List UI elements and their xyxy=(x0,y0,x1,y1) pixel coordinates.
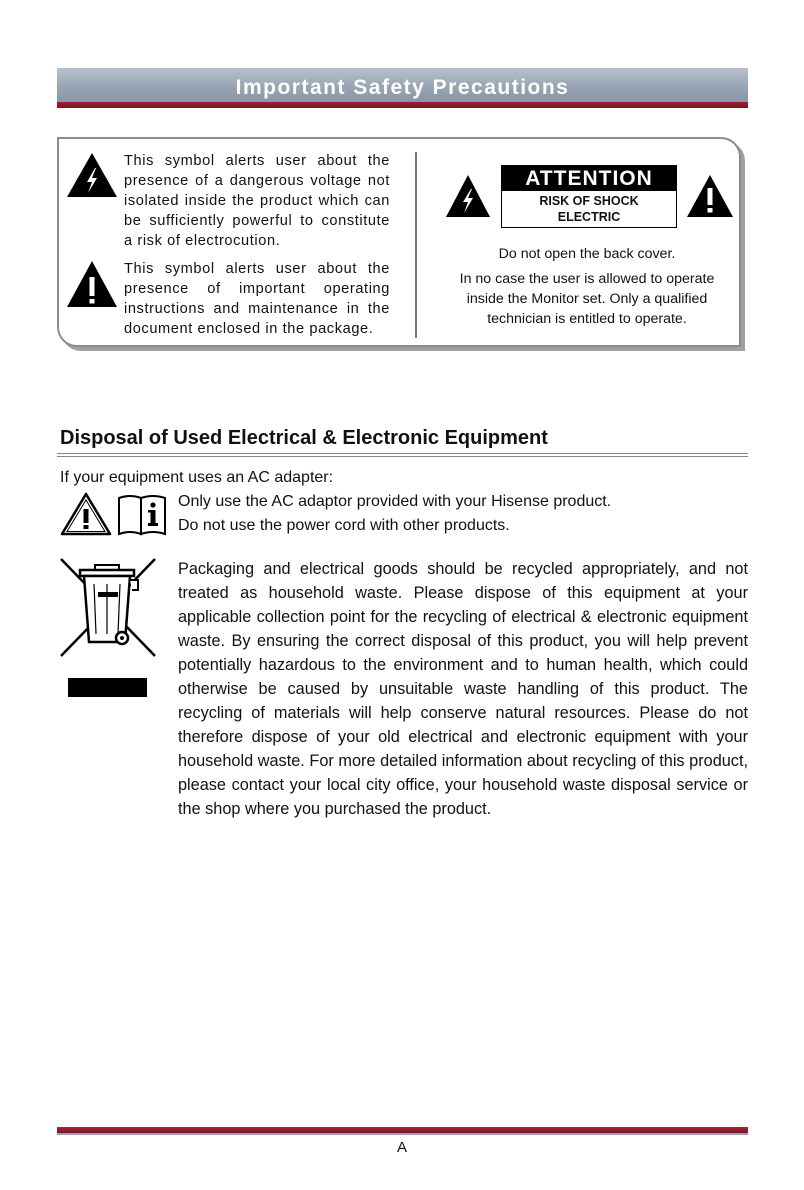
attention-line-2: ELECTRIC xyxy=(557,210,621,224)
caution-triangle-icon xyxy=(60,492,112,536)
page-number: A xyxy=(396,1139,407,1156)
notice-line-2: In no case the user is allowed to operate xyxy=(459,271,715,287)
manual-info-icon xyxy=(116,492,168,536)
lightning-warning-icon xyxy=(66,152,118,198)
adapter-line-1: Only use the AC adaptor provided with your Hisense product. xyxy=(178,493,612,510)
exclamation-warning-icon xyxy=(66,260,118,308)
section-title: Disposal of Used Electrical & Electronic Equipment xyxy=(60,427,548,449)
attention-line-1: RISK OF SHOCK xyxy=(539,194,639,208)
notice-line-1: Do not open the back cover. xyxy=(498,246,676,262)
lightning-warning-icon xyxy=(445,174,491,218)
weee-black-bar xyxy=(68,678,147,697)
notice-line-3: inside the Monitor set. Only a qualified xyxy=(466,291,708,307)
notice-line-4: technician is entitled to operate. xyxy=(487,311,687,327)
attention-label xyxy=(501,165,677,228)
crossed-out-bin-icon xyxy=(58,556,158,660)
panel-divider xyxy=(415,152,417,338)
recycling-paragraph: Packaging and electrical goods should be recycled appropriately, and not treated as household waste. Please dispose of this equipment at your applicable collection point for the recycling of electrical & electronic equipment waste. By ensuring the correct disposal of this product, you will help prevent potentially hazardous to the environment and to human health, which could otherwise be caused by unsuitable waste handling of this product. The recycling of materials will help conserve natural resources. Please do not therefore dispose of your old electrical and electronic equipment with your household waste. For more detailed information about recycling of this product, please contact your local city office, your household waste disposal service or the shop where you purchased the product. xyxy=(178,560,748,818)
section-rule xyxy=(57,453,748,454)
exclamation-warning-icon xyxy=(686,174,734,218)
attention-subtext xyxy=(502,193,676,225)
exclamation-symbol-text: This symbol alerts user about the presence of important operating instructions and maintenance in the document enclosed in the package. xyxy=(124,261,390,337)
footer-rule xyxy=(57,1133,748,1135)
attention-heading: ATTENTION xyxy=(502,166,676,191)
section-rule xyxy=(57,456,748,457)
lightning-symbol-text: This symbol alerts user about the presence of a dangerous voltage not isolated inside the product which can be sufficiently powerful to constitute a risk of electrocution. xyxy=(124,153,390,249)
page-title: Important Safety Precautions xyxy=(235,76,570,99)
adapter-intro: If your equipment uses an AC adapter: xyxy=(60,469,334,486)
adapter-line-2: Do not use the power cord with other products. xyxy=(178,517,510,534)
